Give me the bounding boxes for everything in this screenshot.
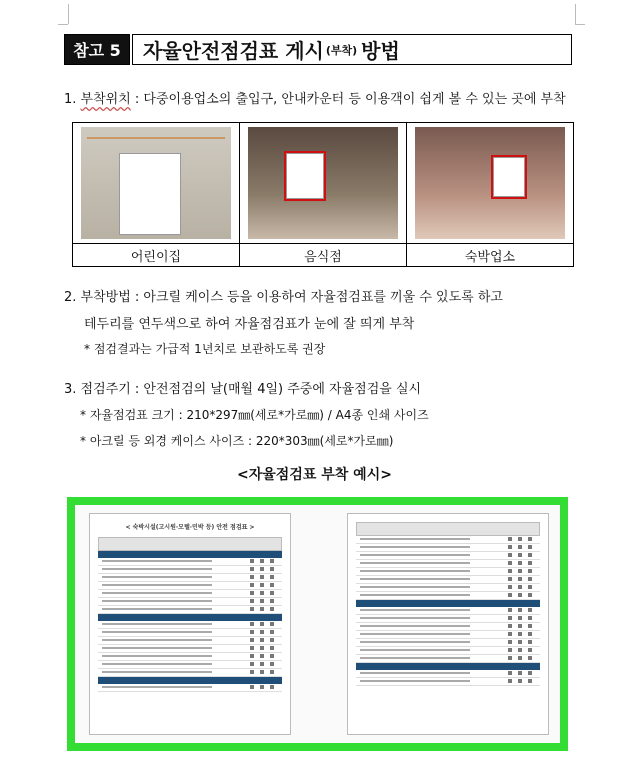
checklist-sheet-left <box>89 513 291 735</box>
section-3-line-1: 3. 점검주기 : 안전점검의 날(매월 4일) 주중에 자율점검을 실시 <box>64 382 422 397</box>
photo-cell <box>73 123 240 244</box>
photo-table <box>72 122 574 267</box>
section-2-note: * 점검결과는 가급적 1년치로 보관하도록 권장 <box>84 342 326 356</box>
example-caption: <자율점검표 부착 예시> <box>237 467 392 483</box>
lodging-photo-icon <box>415 127 565 239</box>
section-3-note-1: * 자율점검표 크기 : 210*297㎜(세로*가로㎜) / A4종 인쇄 사이즈 <box>80 408 429 422</box>
photo-label: 숙박업소 <box>407 244 574 267</box>
reference-label: 참고 5 <box>64 34 130 65</box>
title-box <box>132 34 572 65</box>
title-main: 자율안전점검표 게시 <box>143 39 324 63</box>
title-small: (부착) <box>325 43 358 57</box>
checklist-sheet-right <box>347 513 549 735</box>
section-1-text: : 다중이용업소의 출입구, 안내카운터 등 이용객이 쉽게 볼 수 있는 곳에 부착 <box>130 92 566 107</box>
section-1 <box>64 88 566 107</box>
section-1-term: 부착위치 <box>80 92 131 107</box>
title-suffix: 방법 <box>361 39 400 63</box>
restaurant-photo-icon <box>248 127 398 239</box>
photo-cell <box>240 123 407 244</box>
photo-label: 어린이집 <box>73 244 240 267</box>
page-title <box>64 34 573 66</box>
section-2-line-2: 테두리를 연두색으로 하여 자율점검표가 눈에 잘 띄게 부착 <box>84 317 415 332</box>
section-1-number: 1. <box>64 92 81 107</box>
daycare-photo-icon <box>81 127 231 239</box>
checklist-title: < 숙박시설(고시원·모텔·민박 등) 안전 점검표 > <box>125 524 255 531</box>
section-3-note-2: * 아크릴 등 외경 케이스 사이즈 : 220*303㎜(세로*가로㎜) <box>80 434 394 448</box>
photo-cell <box>407 123 574 244</box>
photo-label: 음식점 <box>240 244 407 267</box>
example-frame <box>67 497 568 751</box>
section-2-line-1: 2. 부착방법 : 아크릴 케이스 등을 이용하여 자율점검표를 끼울 수 있도록 하고 <box>64 290 503 305</box>
